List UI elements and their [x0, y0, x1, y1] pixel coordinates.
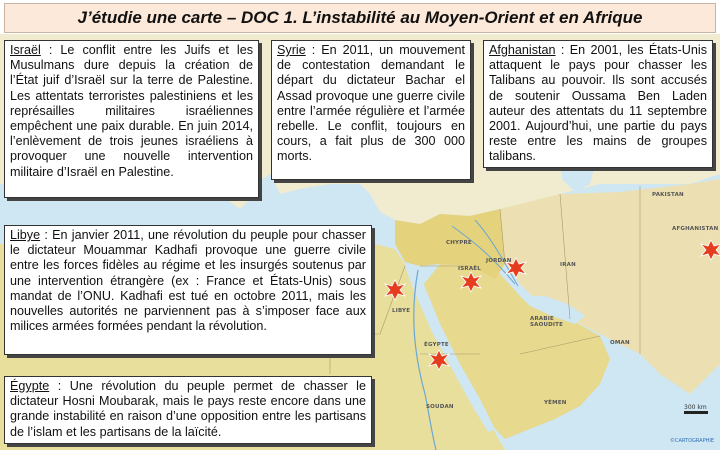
scale-label: 300 km [684, 404, 707, 411]
map-credit: ©CARTOGRAPHIE [670, 438, 714, 444]
box-title-egypte: Égypte [10, 379, 50, 393]
map-label-saudi: ARABIE SAOUDITE [530, 316, 564, 328]
map-label-israel: ISRAËL [458, 266, 481, 272]
info-box-egypte [4, 376, 372, 444]
map-label-afghanistan: AFGHANISTAN [672, 226, 719, 232]
box-title-syrie: Syrie [277, 43, 306, 57]
info-box-israel [4, 40, 259, 198]
scale-bar [684, 411, 708, 414]
info-box-afghanistan [483, 40, 713, 168]
box-text-syrie: : En 2011, un mouvement de contestation demandant le départ du dictateur Bachar el Assad provoque une guerre civile entre l’armée régulière et l’armée rebelle. Le conflit, toujours en cours, a fait plus de 300 000 morts. [277, 43, 465, 164]
map-label-jordan: JORDAN [486, 258, 512, 264]
box-title-afghanistan: Afghanistan [489, 43, 556, 57]
map-label-iran: IRAN [560, 262, 576, 268]
map-label-oman: OMAN [610, 340, 630, 346]
page-title: J’étudie une carte – DOC 1. L’instabilité au Moyen-Orient et en Afrique [4, 3, 716, 33]
map-label-yemen: YÉMEN [544, 400, 567, 406]
map-label-egypte: ÉGYPTE [424, 342, 449, 348]
box-text-egypte: : Une révolution du peuple permet de chasser le dictateur Hosni Moubarak, mais le pays reste encore dans une grande instabilité en raison d’une opposition entre les partisans de l’islam et les partisans de la laïcité. [10, 379, 366, 439]
box-text-israel: : Le conflit entre les Juifs et les Musulmans dure depuis la création de l’État juif d’Israël sur la terre de Palestine. Les attentats terroristes palestiniens et les représailles militaires israéliennes empêchent une paix durable. En juin 2014, l’enlèvement de trois jeunes israéliens à provoquer une nouvelle intervention militaire d’Israël en Palestine. [10, 43, 253, 179]
box-title-libye: Libye [10, 228, 41, 242]
box-title-israel: Israël [10, 43, 41, 57]
box-text-afghanistan: : En 2001, les États-Unis attaquent le pays pour chasser les Talibans au pouvoir. Ils sont accusés de soutenir Oussama Ben Laden auteur des attentats du 11 septembre 2001. Aujourd’hui, une partie du pays reste entre les mains de groupes talibans. [489, 43, 707, 164]
map-label-pakistan: PAKISTAN [652, 192, 684, 198]
box-text-libye: : En janvier 2011, une révolution du peuple pour chasser le dictateur Mouammar Kadhafi provoque une guerre civile entre les forces fidèles au régime et les insurgés soutenus par une intervention étrangère (ex : France et États-Unis) sous mandat de l’ONU. Kadhafi est tué en octobre 2011, mais les nouvelles autorités ne parviennent pas à s’imposer face aux milices armées formées pendant la révolution. [10, 228, 366, 334]
info-box-libye [4, 225, 372, 355]
map-label-libye: LIBYE [392, 308, 411, 314]
map-label-cyprus: CHYPRE [446, 240, 472, 246]
info-box-syrie [271, 40, 471, 180]
map-label-soudan: SOUDAN [426, 404, 454, 410]
